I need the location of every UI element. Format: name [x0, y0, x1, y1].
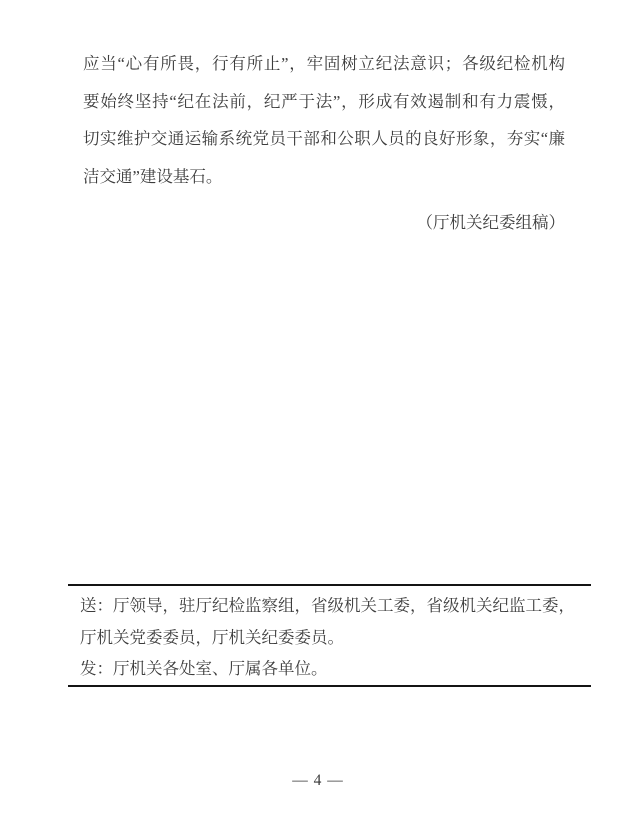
distribution-send-line: 送：厅领导，驻厅纪检监察组，省级机关工委，省级机关纪监工委， — [80, 596, 575, 615]
paragraph-line: 洁交通”建设基石。 — [83, 166, 223, 186]
distribution-rule-bottom — [68, 685, 591, 687]
distribution-rule-top — [68, 584, 591, 586]
distribution-list — [80, 590, 592, 685]
paragraph-line: 要始终坚持“纪在法前，纪严于法”，形成有效遏制和有力震慑， — [83, 91, 565, 111]
distribution-issue-line: 发：厅机关各处室、厅属各单位。 — [80, 659, 328, 678]
paragraph-line: 切实维护交通运输系统党员干部和公职人员的良好形象，夯实“廉 — [83, 129, 565, 148]
distribution-send-line-continued: 厅机关党委委员，厅机关纪委委员。 — [80, 627, 344, 647]
paragraph-line: 应当“心有所畏，行有所止”，牢固树立纪法意识；各级纪检机构 — [83, 54, 565, 73]
byline: （厅机关纪委组稿） — [416, 213, 565, 232]
page-number: — 4 — — [292, 772, 344, 789]
main-paragraph — [83, 45, 565, 195]
